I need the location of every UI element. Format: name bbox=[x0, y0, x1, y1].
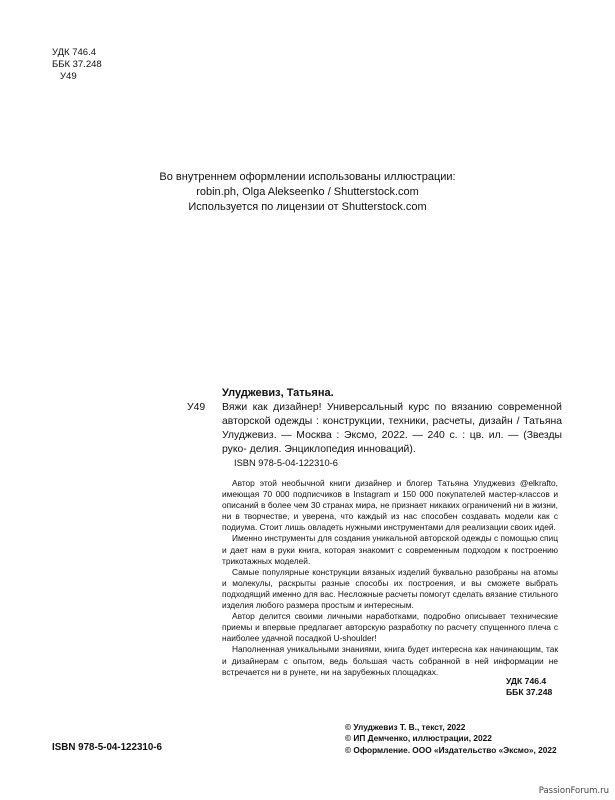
classification-codes-bottom bbox=[506, 676, 552, 698]
copyright-block bbox=[345, 722, 557, 756]
udk-code: УДК 746.4 bbox=[52, 47, 96, 58]
bbk-code: ББК 37.248 bbox=[506, 687, 553, 697]
annotation-paragraph: Самые популярные конструкции вязаных изделий буквально разобраны на атомы и молекулы, раскрыты разные способы их построения, и вы сможете выбрать подходящий именно для вас. Несложные расчеты помогут сделать вязание стильного изделия любого размера простым и интересным. bbox=[222, 566, 558, 611]
annotation bbox=[222, 478, 558, 678]
catalog-author: Улуджевиз, Татьяна. bbox=[222, 387, 334, 399]
bbk-code: ББК 37.248 bbox=[52, 59, 102, 70]
bibliographic-description bbox=[222, 401, 562, 457]
illustrations-note bbox=[0, 170, 615, 215]
copyright-line: © ИП Демченко, иллюстрации, 2022 bbox=[345, 733, 492, 744]
catalog-author-mark: У49 bbox=[187, 402, 206, 413]
description-line: Улуджевиз. — Москва : Эксмо, 2022. — 240 с. : цв. ил. — (Звезды руко- bbox=[222, 430, 562, 455]
catalog-isbn: ISBN 978-5-04-122310-6 bbox=[234, 458, 338, 468]
copyright-line: © Улуджевиз Т. В., текст, 2022 bbox=[345, 722, 466, 732]
annotation-paragraph: Автор этой необычной книги дизайнер и блогер Татьяна Улуджевиз @elkrafto, имеющая 70 000 подписчиков в Instagram и 150 000 покупателей мастер-классов и описаний в более чем 30 странах мира, не признает никаких ограничений ни в жизни, ни в творчестве, и уверена, что каждый из нас способен создавать модели как с подиума. Стоит лишь овладеть нужными инструментами для реализации своих идей. bbox=[222, 478, 558, 533]
description-line: Вяжи как дизайнер! Универсальный курс по вязанию современной bbox=[222, 402, 562, 413]
annotation-paragraph: Именно инструменты для создания уникальной авторской одежды с помощью спиц и дает нам в руки книга, которая знакомит с современным подходом к построению трикотажных моделей. bbox=[222, 533, 558, 566]
classification-codes-top bbox=[52, 47, 102, 83]
illustrations-note-line-2: robin.ph, Olga Alekseenko / Shutterstock.com bbox=[196, 186, 419, 198]
annotation-paragraph: Автор делится своими личными наработками, подробно описывает технические приемы и впервые предлагает авторскую разработку по расчету спущенного плеча с наиболее удачной посадкой U-shoulder! bbox=[222, 611, 558, 644]
author-mark: У49 bbox=[60, 71, 77, 82]
description-line: авторской одежды : конструкции, техники, расчеты, дизайн / Татьяна bbox=[222, 416, 562, 427]
copyright-line: © Оформление. ООО «Издательство «Эксмо», 2022 bbox=[345, 744, 557, 755]
illustrations-note-line-1: Во внутреннем оформлении использованы иллюстрации: bbox=[159, 171, 456, 183]
catalog-card bbox=[222, 386, 562, 457]
watermark: PassionForum.ru bbox=[538, 786, 609, 796]
udk-code: УДК 746.4 bbox=[506, 676, 547, 686]
description-line: делия. Энциклопедия инноваций). bbox=[249, 444, 416, 455]
isbn-bottom: ISBN 978-5-04-122310-6 bbox=[52, 742, 163, 753]
illustrations-note-line-3: Используется по лицензии от Shutterstock.com bbox=[188, 201, 427, 213]
annotation-paragraph: Наполненная уникальными знаниями, книга будет интересна как начинающим, так и дизайнерам с опытом, ведь большая часть собранной в ней информации не встречается ни в рунете, ни на зарубежных площадках. bbox=[222, 644, 558, 677]
